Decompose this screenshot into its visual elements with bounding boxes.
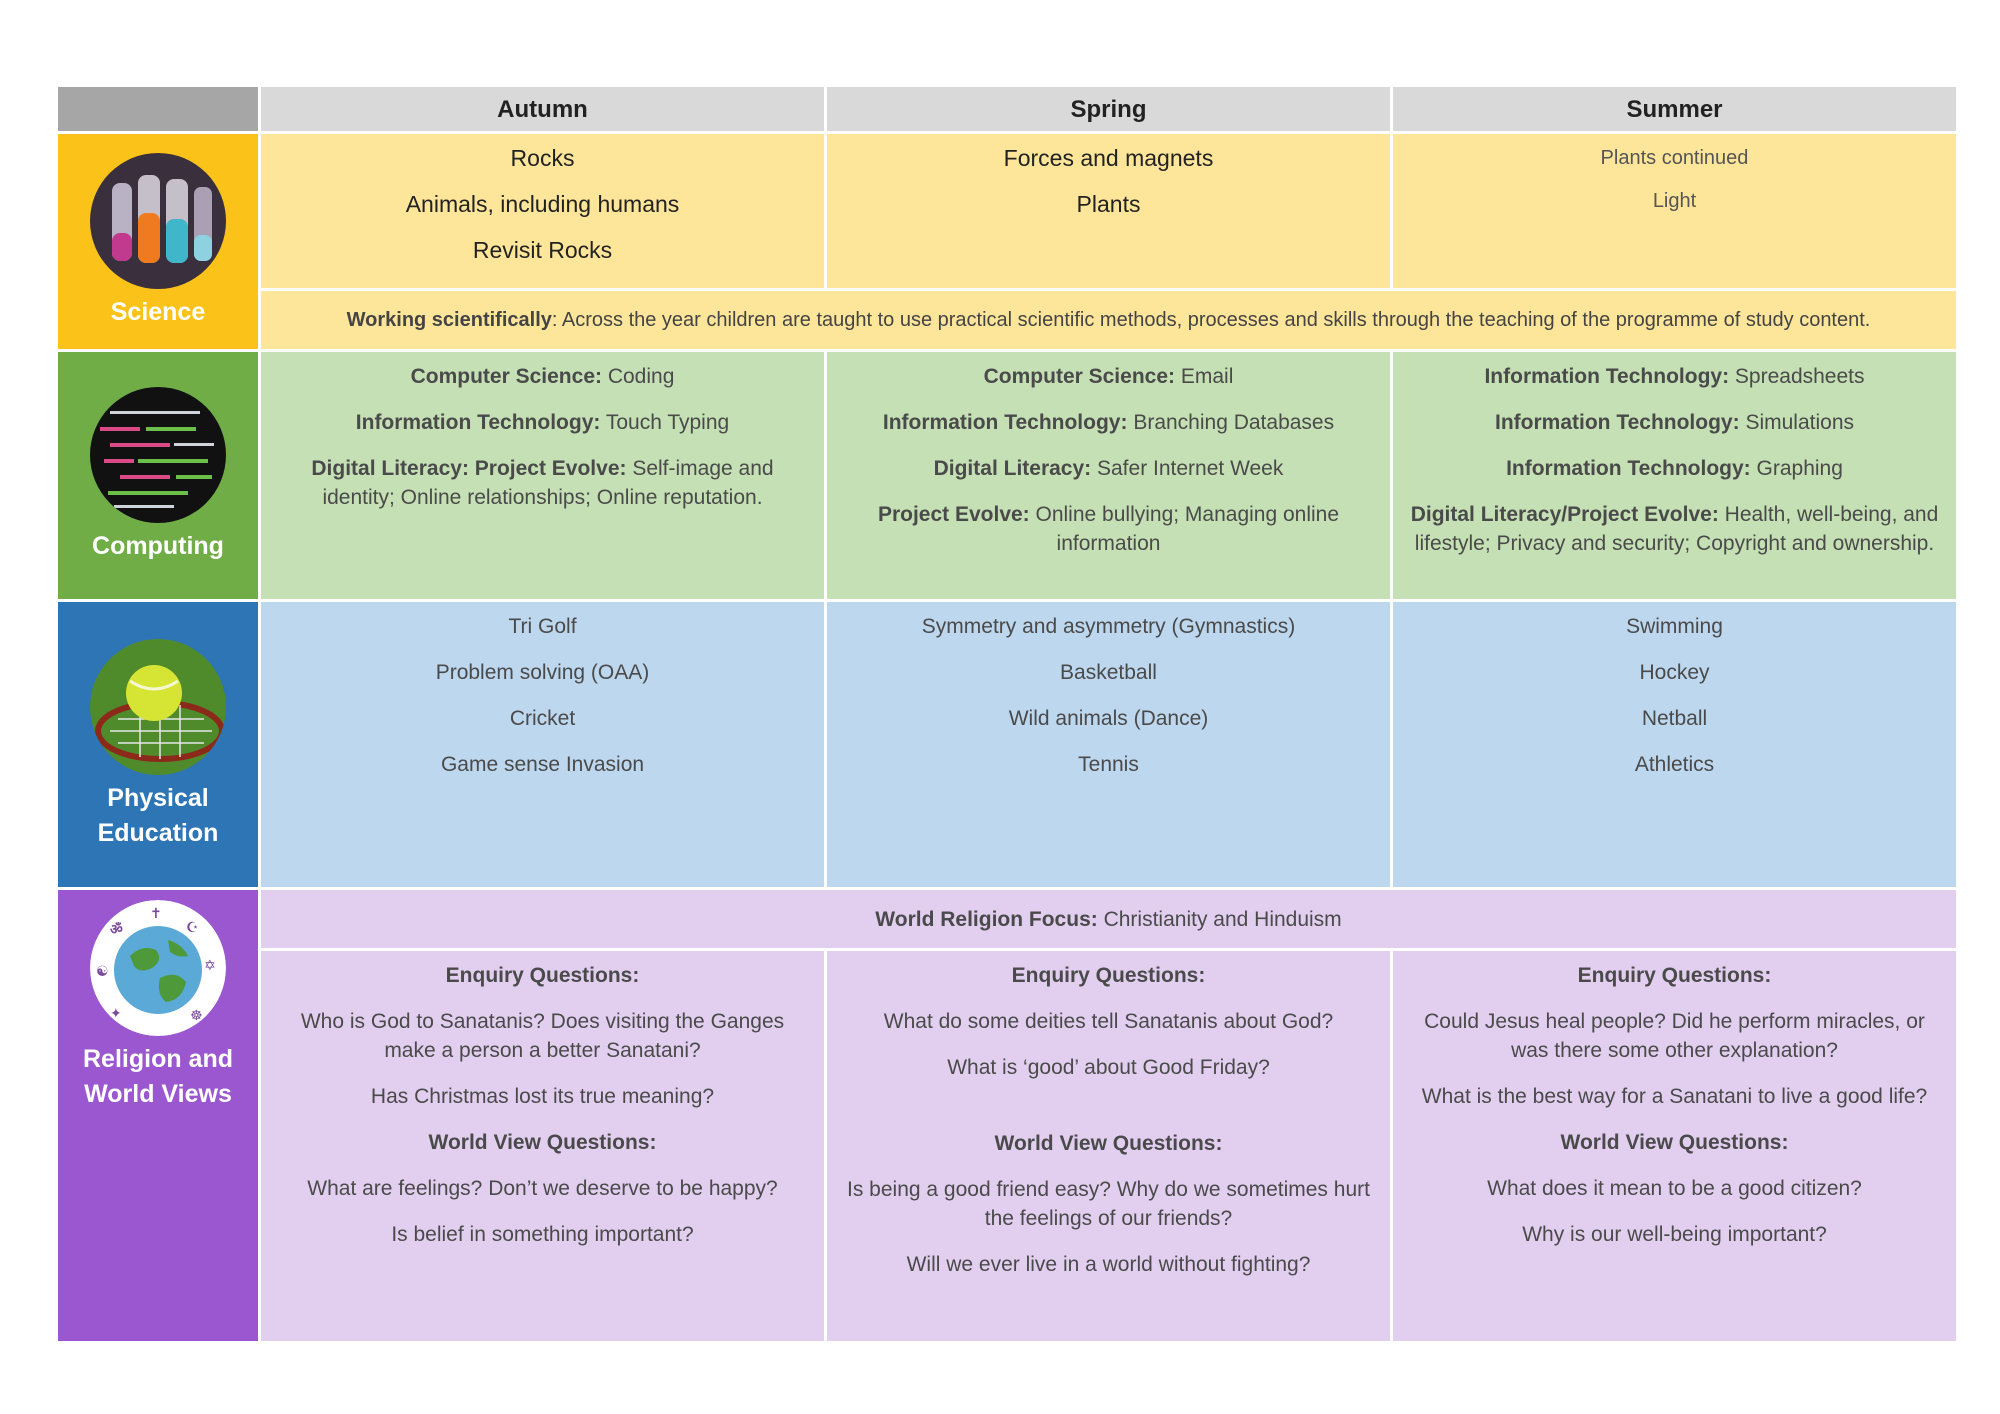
tennis-ball-icon	[90, 639, 226, 775]
enquiry-question: Could Jesus heal people? Did he perform miracles, or was there some other explanation?	[1424, 1010, 1925, 1062]
enquiry-question: What is the best way for a Sanatani to live a good life?	[1421, 1085, 1928, 1108]
enquiry-heading: Enquiry Questions:	[445, 964, 640, 987]
pe-spring-item: Wild animals (Dance)	[1008, 707, 1209, 730]
pe-autumn-item: Cricket	[509, 707, 576, 730]
religion-autumn	[261, 951, 824, 1341]
corner-cell	[58, 87, 258, 131]
computing-summer-item: Information Technology: Spreadsheets	[1484, 365, 1865, 388]
worldview-question: Is belief in something important?	[391, 1223, 694, 1246]
computing-spring-item: Information Technology: Branching Databases	[882, 411, 1335, 434]
computing-spring-item: Project Evolve: Online bullying; Managing online information	[877, 503, 1340, 555]
computing-autumn	[261, 352, 824, 599]
pe-spring-item: Basketball	[1060, 661, 1157, 684]
science-spring-item: Plants	[1076, 191, 1141, 217]
pe-spring-item: Tennis	[1078, 753, 1139, 776]
working-scientifically-label: Working scientifically	[346, 308, 552, 331]
pe-autumn-item: Tri Golf	[508, 615, 577, 638]
svg-text:☪: ☪	[186, 920, 199, 936]
pe-autumn-item: Game sense Invasion	[440, 753, 645, 776]
computing-spring-item: Computer Science: Email	[983, 365, 1234, 388]
computing-summer-item: Information Technology: Simulations	[1495, 411, 1854, 434]
science-autumn-item: Animals, including humans	[405, 191, 680, 217]
svg-text:✦: ✦	[110, 1006, 122, 1022]
subject-pe-label-2: Education	[97, 818, 219, 847]
pe-summer-item: Athletics	[1634, 753, 1715, 776]
subject-religion-label-2: World Views	[84, 1080, 232, 1108]
svg-text:☯: ☯	[96, 964, 109, 980]
worldview-heading: World View Questions:	[994, 1132, 1223, 1155]
svg-text:✡: ✡	[204, 958, 216, 974]
science-summer-item: Light	[1652, 190, 1697, 212]
svg-text:✝: ✝	[150, 906, 162, 922]
science-autumn-item: Revisit Rocks	[472, 237, 613, 263]
computing-spring-item: Digital Literacy: Safer Internet Week	[933, 457, 1284, 480]
enquiry-heading: Enquiry Questions:	[1011, 964, 1206, 987]
subject-pe	[58, 602, 258, 887]
test-tubes-icon	[90, 153, 226, 289]
science-spring	[827, 134, 1390, 288]
worldview-question: Why is our well-being important?	[1522, 1223, 1827, 1246]
working-scientifically	[261, 291, 1956, 349]
code-screen-icon	[90, 387, 226, 523]
computing-autumn-item: Computer Science: Coding	[410, 365, 675, 388]
worldview-heading: World View Questions:	[428, 1131, 657, 1154]
pe-summer-item: Netball	[1641, 707, 1708, 730]
header-spring: Spring	[827, 87, 1390, 131]
worldview-question: What are feelings? Don’t we deserve to be happy?	[307, 1177, 778, 1200]
worldview-question: What does it mean to be a good citizen?	[1487, 1177, 1862, 1200]
pe-autumn-item: Problem solving (OAA)	[435, 661, 650, 684]
enquiry-question: What is ‘good’ about Good Friday?	[947, 1056, 1270, 1079]
pe-autumn	[261, 602, 824, 887]
computing-summer	[1393, 352, 1956, 599]
enquiry-question: Has Christmas lost its true meaning?	[370, 1085, 715, 1108]
pe-spring	[827, 602, 1390, 887]
header-autumn: Autumn	[261, 87, 824, 131]
computing-summer-item: Digital Literacy/Project Evolve: Health, well-being, and lifestyle; Privacy and security; Copyright and ownership.	[1410, 503, 1939, 555]
subject-religion-label-1: Religion and	[83, 1045, 233, 1073]
pe-summer	[1393, 602, 1956, 887]
religion-spring	[827, 951, 1390, 1341]
science-autumn-item: Rocks	[510, 145, 575, 171]
subject-science-label: Science	[110, 298, 206, 326]
subject-computing	[58, 352, 258, 599]
religion-summer	[1393, 951, 1956, 1341]
globe-religions-icon	[90, 900, 226, 1036]
subject-computing-label: Computing	[92, 532, 224, 560]
computing-autumn-item: Information Technology: Touch Typing	[355, 411, 730, 434]
computing-autumn-item: Digital Literacy: Project Evolve: Self-image and identity; Online relationships; Online reputation.	[311, 457, 774, 509]
pe-spring-item: Symmetry and asymmetry (Gymnastics)	[921, 615, 1296, 638]
world-religion-focus	[261, 890, 1956, 948]
worldview-question: Is being a good friend easy? Why do we sometimes hurt the feelings of our friends?	[847, 1178, 1370, 1230]
computing-summer-item: Information Technology: Graphing	[1506, 457, 1843, 480]
science-autumn	[261, 134, 824, 288]
science-summer	[1393, 134, 1956, 288]
header-summer: Summer	[1393, 87, 1956, 131]
worldview-heading: World View Questions:	[1560, 1131, 1789, 1154]
computing-spring	[827, 352, 1390, 599]
subject-pe-label-1: Physical	[107, 783, 209, 812]
enquiry-question: Who is God to Sanatanis? Does visiting the Ganges make a person a better Sanatani?	[300, 1010, 785, 1062]
pe-summer-item: Swimming	[1626, 615, 1723, 638]
svg-text:ॐ: ॐ	[110, 922, 123, 938]
world-religion-focus-text	[875, 905, 1341, 934]
working-scientifically-text	[347, 306, 1871, 335]
pe-summer-item: Hockey	[1639, 661, 1710, 684]
worldview-question: Will we ever live in a world without fighting?	[906, 1253, 1311, 1276]
subject-science	[58, 134, 258, 349]
enquiry-question: What do some deities tell Sanatanis about God?	[883, 1010, 1334, 1033]
curriculum-table	[58, 87, 1950, 1341]
subject-religion	[58, 890, 258, 1341]
enquiry-heading: Enquiry Questions:	[1577, 964, 1772, 987]
svg-text:☸: ☸	[190, 1008, 203, 1024]
focus-label: World Religion Focus:	[875, 907, 1098, 931]
science-spring-item: Forces and magnets	[1003, 145, 1214, 171]
working-scientifically-body: : Across the year children are taught to use practical scientific methods, processes and skills through the teaching of the programme of study content.	[551, 308, 1871, 331]
focus-body: Christianity and Hinduism	[1097, 907, 1342, 931]
science-summer-item: Plants continued	[1600, 147, 1749, 169]
